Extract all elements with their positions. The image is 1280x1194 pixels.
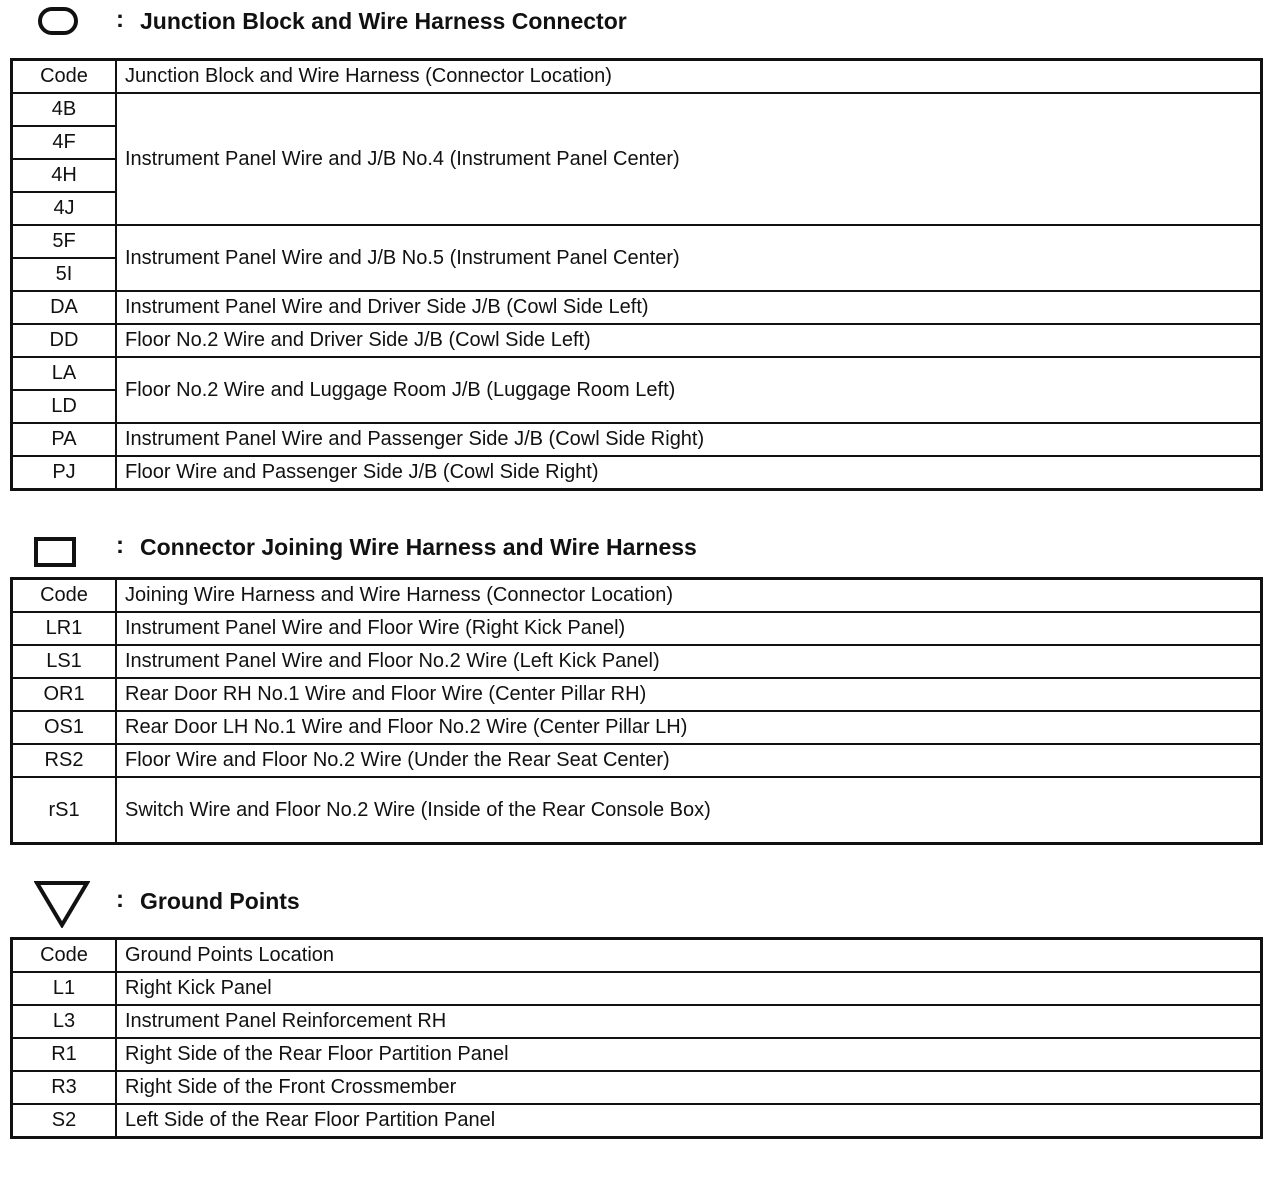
- code-header: Code: [12, 60, 117, 94]
- code-cell: L3: [12, 1005, 117, 1038]
- junction-block-title: Junction Block and Wire Harness Connector: [140, 8, 627, 34]
- rounded-rectangle-icon: [38, 7, 78, 35]
- code-cell: OR1: [12, 678, 117, 711]
- description-cell: Floor No.2 Wire and Luggage Room J/B (Luggage Room Left): [116, 357, 1262, 423]
- description-cell: Left Side of the Rear Floor Partition Panel: [116, 1104, 1262, 1138]
- code-cell: LS1: [12, 645, 117, 678]
- code-cell: 5F: [12, 225, 117, 258]
- description-header: Joining Wire Harness and Wire Harness (Connector Location): [116, 579, 1262, 613]
- triangle-icon: [34, 880, 90, 928]
- heading-colon: :: [116, 6, 124, 33]
- table-row: [12, 972, 1262, 1005]
- table-header-row: [12, 939, 1262, 973]
- code-cell: 4B: [12, 93, 117, 126]
- code-cell: L1: [12, 972, 117, 1005]
- table-row: [12, 777, 1262, 844]
- connector-joining-heading: [0, 528, 1280, 568]
- ground-points-heading: [0, 878, 1280, 918]
- code-cell: LA: [12, 357, 117, 390]
- description-header: Ground Points Location: [116, 939, 1262, 973]
- code-cell: DA: [12, 291, 117, 324]
- heading-colon: :: [116, 886, 124, 913]
- table-header-row: [12, 579, 1262, 613]
- table-row: [12, 645, 1262, 678]
- junction-block-heading: [0, 2, 1280, 42]
- table-row: [12, 324, 1262, 357]
- code-cell: R1: [12, 1038, 117, 1071]
- code-cell: LD: [12, 390, 117, 423]
- description-cell: Switch Wire and Floor No.2 Wire (Inside of the Rear Console Box): [116, 777, 1262, 844]
- connector-joining-title: Connector Joining Wire Harness and Wire Harness: [140, 534, 697, 560]
- code-cell: PJ: [12, 456, 117, 490]
- description-cell: Right Side of the Rear Floor Partition Panel: [116, 1038, 1262, 1071]
- description-cell: Instrument Panel Reinforcement RH: [116, 1005, 1262, 1038]
- description-cell: Instrument Panel Wire and J/B No.4 (Instrument Panel Center): [116, 93, 1262, 225]
- code-cell: rS1: [12, 777, 117, 844]
- table-row: [12, 1104, 1262, 1138]
- description-cell: Floor Wire and Floor No.2 Wire (Under the Rear Seat Center): [116, 744, 1262, 777]
- table-row: [12, 291, 1262, 324]
- code-header: Code: [12, 579, 117, 613]
- code-cell: 4J: [12, 192, 117, 225]
- description-cell: Instrument Panel Wire and Driver Side J/B (Cowl Side Left): [116, 291, 1262, 324]
- table-row: [12, 357, 1262, 390]
- code-cell: 4H: [12, 159, 117, 192]
- heading-colon: :: [116, 532, 124, 559]
- description-cell: Floor Wire and Passenger Side J/B (Cowl Side Right): [116, 456, 1262, 490]
- description-cell: Rear Door LH No.1 Wire and Floor No.2 Wire (Center Pillar LH): [116, 711, 1262, 744]
- table-row: [12, 1071, 1262, 1104]
- table-row: [12, 1038, 1262, 1071]
- code-cell: DD: [12, 324, 117, 357]
- ground-points-table: [10, 937, 1263, 1139]
- code-cell: PA: [12, 423, 117, 456]
- ground-points-title: Ground Points: [140, 888, 300, 914]
- code-cell: RS2: [12, 744, 117, 777]
- table-row: [12, 678, 1262, 711]
- table-row: [12, 711, 1262, 744]
- square-icon: [34, 537, 76, 567]
- connector-joining-table: [10, 577, 1263, 845]
- description-cell: Instrument Panel Wire and Floor Wire (Right Kick Panel): [116, 612, 1262, 645]
- table-row: [12, 612, 1262, 645]
- table-row: [12, 456, 1262, 490]
- description-header: Junction Block and Wire Harness (Connector Location): [116, 60, 1262, 94]
- code-cell: R3: [12, 1071, 117, 1104]
- code-header: Code: [12, 939, 117, 973]
- code-cell: 5I: [12, 258, 117, 291]
- code-cell: S2: [12, 1104, 117, 1138]
- code-cell: LR1: [12, 612, 117, 645]
- code-cell: OS1: [12, 711, 117, 744]
- table-row: [12, 93, 1262, 126]
- table-header-row: [12, 60, 1262, 94]
- description-cell: Instrument Panel Wire and Floor No.2 Wire (Left Kick Panel): [116, 645, 1262, 678]
- description-cell: Right Kick Panel: [116, 972, 1262, 1005]
- description-cell: Instrument Panel Wire and Passenger Side J/B (Cowl Side Right): [116, 423, 1262, 456]
- junction-block-table: [10, 58, 1263, 491]
- table-row: [12, 1005, 1262, 1038]
- table-row: [12, 423, 1262, 456]
- table-row: [12, 225, 1262, 258]
- description-cell: Instrument Panel Wire and J/B No.5 (Instrument Panel Center): [116, 225, 1262, 291]
- table-row: [12, 744, 1262, 777]
- description-cell: Floor No.2 Wire and Driver Side J/B (Cowl Side Left): [116, 324, 1262, 357]
- description-cell: Rear Door RH No.1 Wire and Floor Wire (Center Pillar RH): [116, 678, 1262, 711]
- description-cell: Right Side of the Front Crossmember: [116, 1071, 1262, 1104]
- code-cell: 4F: [12, 126, 117, 159]
